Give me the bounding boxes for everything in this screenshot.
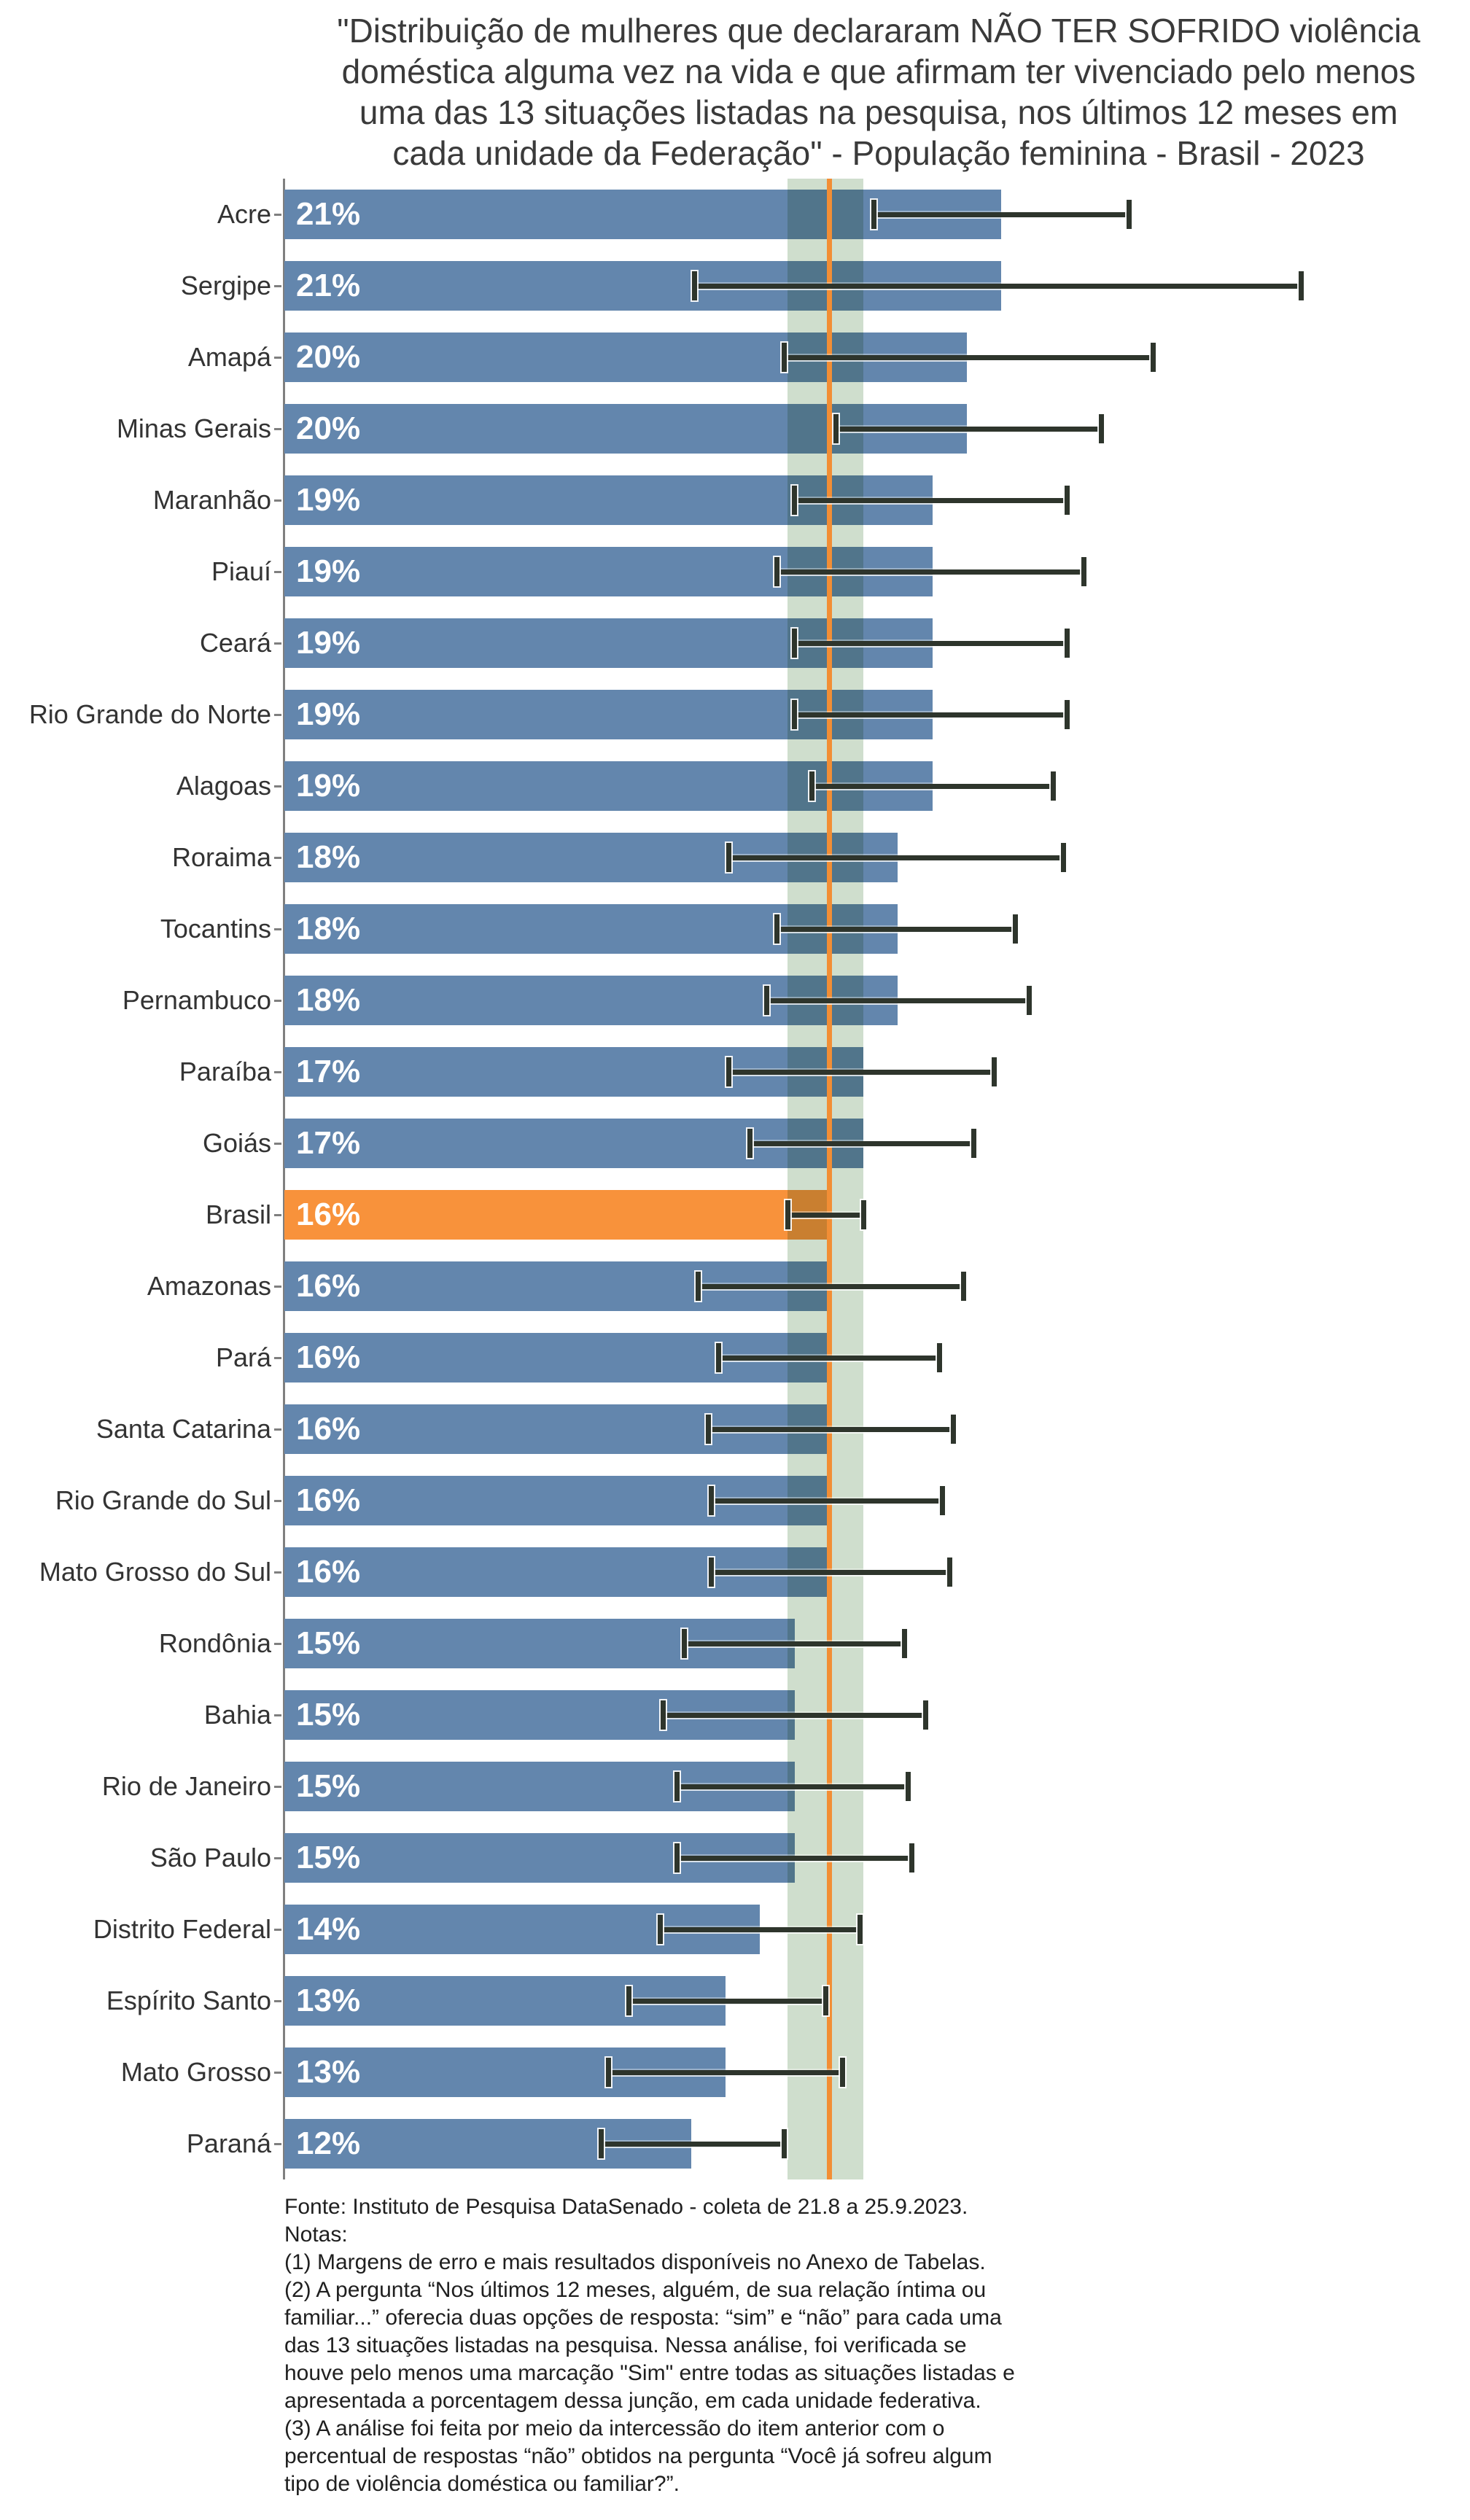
axis-tick [274,214,281,216]
axis-tick [274,1428,281,1431]
category-label: Pará [215,1342,271,1372]
bar-value-label: 16% [296,1411,361,1447]
error-bar-line [767,998,1029,1003]
bar-value-label: 18% [296,839,361,875]
error-bar-cap [792,629,797,658]
error-bar-cap [1099,414,1104,443]
error-bar-line [677,1856,912,1861]
error-bar-cap [658,1915,663,1944]
category-label: Santa Catarina [96,1414,271,1444]
reference-band-brasil-ci [788,179,863,2179]
error-bar-cap [871,200,876,229]
footer-line: (1) Margens de erro e mais resultados disponíveis no Anexo de Tabelas. [284,2250,986,2274]
bar-value-label: 21% [296,268,361,303]
error-bar-line [694,284,1301,289]
bar-value-label: 16% [296,1339,361,1375]
category-label: Acre [217,199,271,229]
error-bar-cap [706,1415,711,1444]
error-bar-cap [971,1129,976,1158]
footer-line: Fonte: Instituto de Pesquisa DataSenado - coleta de 21.8 a 25.9.2023. [284,2195,968,2219]
bar-value-label: 13% [296,1983,361,2018]
bar-value-label: 14% [296,1911,361,1947]
error-bar-cap [747,1129,752,1158]
error-bar-cap [823,1986,828,2015]
error-bar-cap [792,486,797,515]
category-label: Amapá [187,342,271,372]
error-bar-line [698,1284,963,1289]
error-bar-line [795,498,1068,503]
error-bar-cap [1013,914,1018,944]
error-bar-cap [774,914,779,944]
bar-value-label: 12% [296,2126,361,2161]
bar-value-label: 19% [296,696,361,732]
error-bar-cap [785,1200,790,1229]
error-bar-cap [902,1629,907,1658]
error-bar-line [812,784,1053,789]
error-bar-cap [1127,200,1132,229]
axis-tick [274,1571,281,1574]
axis-tick [274,642,281,645]
error-bar-cap [809,771,814,801]
footer-line: tipo de violência doméstica ou familiar?”. [284,2472,680,2496]
axis-tick [274,714,281,716]
bar-value-label: 18% [296,911,361,946]
error-bar-cap [1065,700,1070,729]
bar-value-label: 20% [296,339,361,375]
error-bar-line [729,855,1064,860]
error-bar-line [750,1141,973,1146]
chart-title-line: uma das 13 situações listadas na pesquisa, nos últimos 12 meses em [359,93,1399,131]
error-bar-cap [626,1986,631,2015]
error-bar-line [874,212,1129,217]
category-label: Piauí [211,556,271,586]
error-bar-cap [961,1272,966,1301]
error-bar-cap [674,1772,680,1801]
footer-line: houve pelo menos uma marcação "Sim" entre todas as situações listadas e [284,2361,1015,2385]
error-bar-cap [1081,557,1086,586]
footer-line: Notas: [284,2222,348,2247]
error-bar-cap [861,1200,866,1229]
bar-value-label: 15% [296,1840,361,1875]
error-bar-line [729,1070,995,1075]
category-label: Rio de Janeiro [101,1771,271,1801]
error-bar-line [664,1713,925,1718]
bar-value-label: 13% [296,2054,361,2090]
bar-value-label: 20% [296,411,361,446]
axis-tick [274,1500,281,1502]
axis-tick [274,1357,281,1359]
axis-tick [274,928,281,930]
axis-tick [274,857,281,859]
category-label: Goiás [202,1128,271,1158]
category-label: Brasil [205,1199,271,1229]
bar-value-label: 21% [296,196,361,232]
footer-line: das 13 situações listadas na pesquisa. Nessa análise, foi verificada se [284,2333,967,2357]
axis-tick [274,1786,281,1788]
axis-tick [274,2000,281,2002]
chart-title-line: doméstica alguma vez na vida e que afirmam ter vivenciado pelo menos [341,52,1416,90]
bar-value-label: 18% [296,982,361,1018]
error-bar-cap [696,1272,701,1301]
category-label: Espírito Santo [106,1986,271,2015]
category-label: São Paulo [149,1843,271,1872]
error-bar-cap [726,1057,731,1086]
bar-value-label: 15% [296,1768,361,1804]
error-bar-cap [858,1915,863,1944]
error-bar-cap [716,1343,721,1372]
axis-tick [274,1714,281,1716]
error-bar-cap [923,1700,928,1730]
error-bar-cap [947,1558,952,1587]
bar-value-label: 16% [296,1554,361,1590]
error-bar-cap [674,1843,680,1872]
bar-value-label: 19% [296,625,361,661]
axis-tick [274,2072,281,2074]
category-label: Minas Gerais [116,413,271,443]
chart-title [284,10,1470,174]
axis-tick [274,357,281,359]
bar-value-label: 15% [296,1625,361,1661]
error-bar-cap [726,843,731,872]
error-bar-line [795,712,1068,718]
error-bar-cap [833,414,839,443]
error-bar-cap [951,1415,956,1444]
error-bar-cap [937,1343,942,1372]
error-bar-cap [782,343,787,372]
error-bar-cap [940,1486,945,1515]
axis-tick [274,1000,281,1002]
error-bar-cap [840,2058,845,2087]
bar-value-label: 19% [296,553,361,589]
error-bar-line [777,569,1084,575]
error-bar-cap [606,2058,611,2087]
bar-value-label: 17% [296,1125,361,1161]
category-label: Pernambuco [122,985,271,1015]
error-bar-line [608,2070,843,2075]
axis-tick [274,1214,281,1216]
error-bar-cap [1065,486,1070,515]
error-bar-line [784,355,1153,360]
error-bar-cap [709,1558,714,1587]
footer-line: percentual de respostas “não” obtidos na pergunta “Você já sofreu algum [284,2444,992,2468]
footer-line: (2) A pergunta “Nos últimos 12 meses, alguém, de sua relação íntima ou [284,2278,987,2302]
error-bar-cap [906,1772,911,1801]
chart-title-line: cada unidade da Federação" - População feminina - Brasil - 2023 [392,134,1365,172]
error-bar-cap [1299,271,1304,300]
error-bar-line [718,1356,939,1361]
category-label: Tocantins [160,914,271,944]
error-bar-cap [1151,343,1156,372]
category-label: Amazonas [147,1271,271,1301]
axis-tick [274,1286,281,1288]
category-label: Ceará [199,628,271,658]
category-label: Sergipe [180,271,271,300]
category-label: Rio Grande do Norte [28,699,271,729]
error-bar-cap [661,1700,666,1730]
axis-tick [274,285,281,287]
category-label: Bahia [203,1700,271,1730]
error-bar-cap [709,1486,714,1515]
axis-tick [274,428,281,430]
error-bar-line [777,927,1015,932]
axis-tick [274,785,281,788]
error-bar-line [836,427,1101,432]
footer-line: apresentada a porcentagem dessa junção, em cada unidade federativa. [284,2389,981,2413]
axis-tick [274,2143,281,2145]
error-bar-line [684,1641,905,1646]
bar-value-label: 19% [296,768,361,804]
axis-tick [274,571,281,573]
axis-tick [274,1643,281,1645]
error-bar-cap [792,700,797,729]
axis-tick [274,1857,281,1859]
error-bar-cap [682,1629,687,1658]
category-label: Distrito Federal [93,1914,271,1944]
error-bar-cap [1051,771,1056,801]
source-and-notes [284,2193,1232,2498]
error-bar-cap [599,2129,604,2158]
category-label: Rondônia [158,1628,271,1658]
error-bar-cap [692,271,697,300]
bar-value-label: 15% [296,1697,361,1732]
bar [284,1190,829,1240]
bar-value-label: 16% [296,1197,361,1232]
category-label: Mato Grosso do Sul [39,1557,271,1587]
error-bar-cap [909,1843,914,1872]
error-bar-line [660,1927,860,1932]
reference-line-brasil [827,179,832,2179]
category-label: Paraíba [179,1057,271,1086]
plot-area [284,179,1422,2179]
error-bar-line [602,2142,785,2147]
error-bar-cap [1061,843,1066,872]
axis-tick [274,1929,281,1931]
error-bar-cap [1027,986,1032,1015]
bar-value-label: 19% [296,482,361,518]
category-label: Maranhão [152,485,271,515]
category-label: Paraná [186,2128,271,2158]
error-bar-line [712,1498,943,1504]
error-bar-line [629,1999,825,2004]
chart-title-line: "Distribuição de mulheres que declararam NÃO TER SOFRIDO violência [337,12,1420,50]
error-bar-line [712,1570,949,1575]
error-bar-cap [1065,629,1070,658]
category-label: Mato Grosso [120,2057,271,2087]
bar-value-label: 16% [296,1482,361,1518]
category-label: Roraima [171,842,271,872]
error-bar-cap [782,2129,787,2158]
error-bar-line [795,641,1068,646]
error-bar-line [677,1784,909,1789]
footer-line: familiar...” oferecia duas opções de resposta: “sim” e “não” para cada uma [284,2306,1002,2330]
bar-value-label: 16% [296,1268,361,1304]
bar-value-label: 17% [296,1054,361,1089]
error-bar-cap [992,1057,997,1086]
error-bar-line [708,1427,953,1432]
axis-tick [274,1143,281,1145]
axis-tick [274,1071,281,1073]
error-bar-line [788,1213,863,1218]
axis-tick [274,499,281,502]
footer-line: (3) A análise foi feita por meio da intercessão do item anterior com o [284,2416,945,2441]
category-label: Rio Grande do Sul [55,1485,271,1515]
error-bar-cap [764,986,769,1015]
category-label: Alagoas [176,771,271,801]
error-bar-cap [774,557,779,586]
